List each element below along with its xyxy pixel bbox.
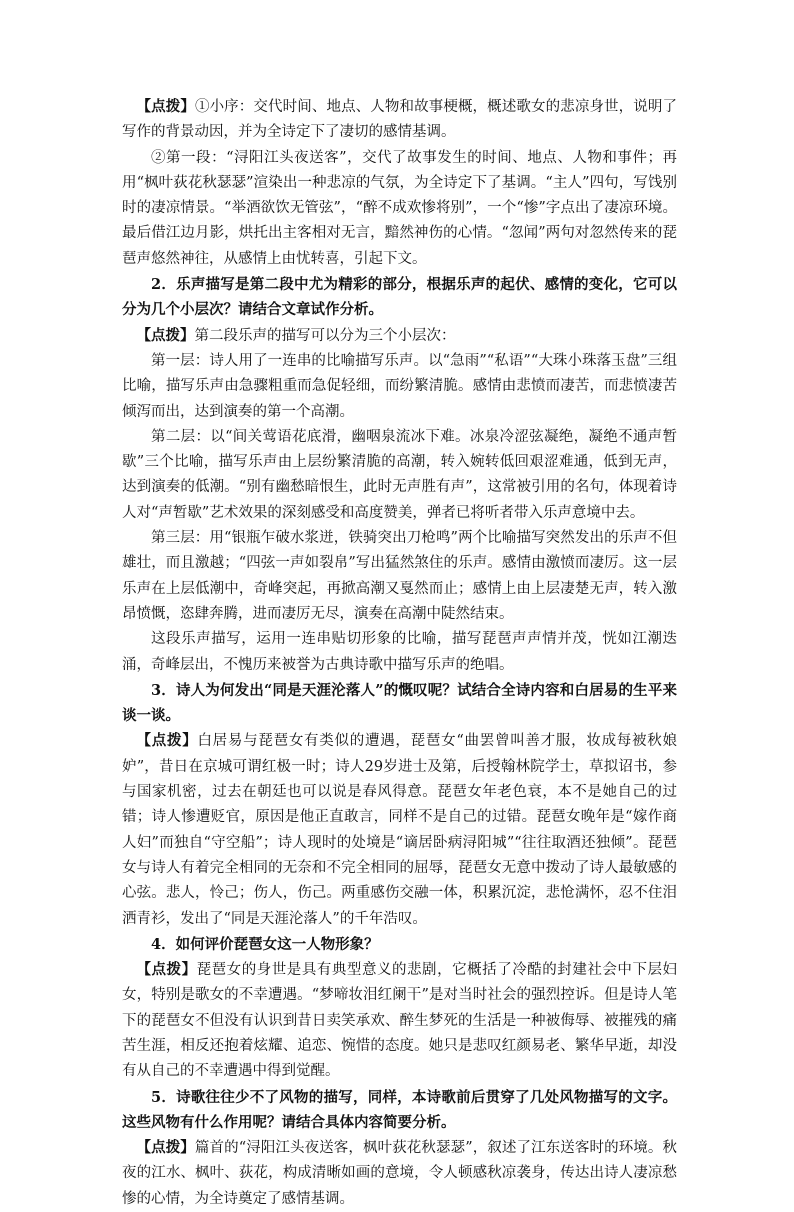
body-paragraph: ②第一段：“浔阳江头夜送客”，交代了故事发生的时间、地点、人物和事件；再用“枫叶荻花秋瑟瑟”渲染出一种悲凉的气氛，为全诗定下了基调。“主人”四句，写饯别时的凄凉情景。“举酒欲饮无管弦”，“醉不成欢惨将别”，一个“惨”字点出了凄凉环境。最后借江边月影，烘托出主客相对无言，黯然神伤的心情。“忽闻”两句对忽然传来的琵琶声悠然神往，从感情上由忧转喜，引起下文。 bbox=[122, 149, 677, 267]
hint-paragraph bbox=[122, 1135, 677, 1212]
hint-label: 【点拨】 bbox=[136, 326, 195, 344]
body-paragraph: 第一层：诗人用了一连串的比喻描写乐声。以“急雨”“私语”“大珠小珠落玉盘”三组比喻，描写乐声由急骤粗重而急促轻细，而纷繁清脆。感情由悲愤而凄苦，而悲愤凄苦倾泻而出，达到演奏的第一个高潮。 bbox=[122, 352, 677, 420]
question-paragraph bbox=[122, 272, 677, 323]
hint-text: ①小序：交代时间、地点、人物和故事梗概，概述歌女的悲凉身世，说明了写作的背景动因，并为全诗定下了凄切的感情基调。 bbox=[122, 99, 678, 141]
question-text: 诗歌往往少不了风物的描写，同样，本诗歌前后贯穿了几处风物描写的文字。这些风物有什么作用呢？请结合具体内容简要分析。 bbox=[122, 1088, 678, 1131]
hint-text: 琵琶女的身世是具有典型意义的悲剧，它概括了冷酷的封建社会中下层妇女，特别是歌女的不幸遭遇。“梦啼妆泪红阑干”是对当时社会的强烈控诉。但是诗人笔下的琵琶女不但没有认识到昔日卖笑承欢、醉生梦死的生活是一种被侮辱、被摧残的痛苦生涯，相反还抱着炫耀、追恋、惋惜的态度。她只是悲叹红颜易老、繁华早逝，却没有从自己的不幸遭遇中得到觉醒。 bbox=[122, 962, 678, 1080]
question-text: 如何评价琵琶女这一人物形象？ bbox=[175, 935, 379, 953]
hint-text: 白居易与琵琶女有类似的遭遇，琵琶女“曲罢曾叫善才服，妆成每被秋娘妒”，昔日在京城可谓红极一时；诗人29岁进士及第，后授翰林院学士，草拟诏书，参与国家机密，过去在朝廷也可以说是春风得意。琵琶女年老色衰，本不是她自己的过错；诗人惨遭贬官，原因是他正直敢言，同样不是自己的过错。琵琶女晚年是“嫁作商人妇”而独自“守空船”；诗人现时的处境是“谪居卧病浔阳城”“往往取酒还独倾”。琵琶女与诗人有着完全相同的无奈和不完全相同的屈辱，琵琶女无意中拨动了诗人最敏感的心弦。悲人，怜己；伤人，伤己。两重感伤交融一体，积累沉淀，悲怆满怀，忍不住泪洒青衫，发出了“同是天涯沦落人”的千年浩叹。 bbox=[122, 733, 678, 927]
document-page bbox=[122, 94, 677, 1212]
hint-label: 【点拨】 bbox=[136, 732, 198, 750]
hint-paragraph bbox=[122, 94, 677, 146]
question-paragraph bbox=[122, 678, 677, 729]
question-text: 诗人为何发出“同是天涯沦落人”的慨叹呢？试结合全诗内容和白居易的生平来谈一谈。 bbox=[122, 681, 677, 725]
question-number: 2． bbox=[151, 276, 177, 294]
body-paragraph: 第二层：以“间关莺语花底滑，幽咽泉流冰下难。冰泉冷涩弦凝绝，凝绝不通声暂歇”三个比喻，描写乐声由上层纷繁清脆的高潮，转入婉转低回艰涩难通，低到无声，达到演奏的低潮。“别有幽愁暗恨生，此时无声胜有声”，这常被引用的名句，体现着诗人对“声暂歇”艺术效果的深刻感受和高度赞美，弹者已将听者带入乐声意境中去。 bbox=[122, 428, 677, 521]
question-text: 乐声描写是第二段中尤为精彩的部分，根据乐声的起伏、感情的变化，它可以分为几个小层次？请结合文章试作分析。 bbox=[122, 276, 678, 319]
body-paragraph: 第三层：用“银瓶乍破水浆迸，铁骑突出刀枪鸣”两个比喻描写突然发出的乐声不但雄壮，而且激越；“四弦一声如裂帛”写出猛然煞住的乐声。感情由激愤而凄厉。这一层乐声在上层低潮中，奇峰突起，再掀高潮又戛然而止；感情上由上层凄楚无声，转入激昂愤慨，恣肆奔腾，进而凄厉无尽，演奏在高潮中陡然结束。 bbox=[122, 530, 677, 622]
question-paragraph bbox=[122, 932, 677, 957]
hint-label: 【点拨】 bbox=[136, 961, 197, 979]
hint-text: 篇首的“浔阳江头夜送客，枫叶荻花秋瑟瑟”，叙述了江东送客时的环境。秋夜的江水、枫叶、荻花，构成清晰如画的意境，令人顿感秋凉袭身，传达出诗人凄凉愁惨的心情，为全诗奠定了感情基调。 bbox=[122, 1140, 678, 1207]
hint-paragraph bbox=[122, 728, 677, 931]
hint-paragraph bbox=[122, 323, 677, 349]
hint-label: 【点拨】 bbox=[136, 98, 195, 115]
question-number: 5． bbox=[151, 1088, 177, 1106]
question-paragraph bbox=[122, 1085, 677, 1136]
hint-text: 第二段乐声的描写可以分为三个小层次： bbox=[194, 327, 456, 344]
question-number: 4． bbox=[151, 935, 176, 953]
question-number: 3． bbox=[151, 681, 176, 699]
hint-label: 【点拨】 bbox=[136, 1139, 195, 1157]
body-paragraph: 这段乐声描写，运用一连串贴切形象的比喻，描写琵琶声声情并茂，恍如江潮迭涌，奇峰层出，不愧历来被誉为古典诗歌中描写乐声的绝唱。 bbox=[122, 631, 677, 673]
hint-paragraph bbox=[122, 957, 677, 1084]
